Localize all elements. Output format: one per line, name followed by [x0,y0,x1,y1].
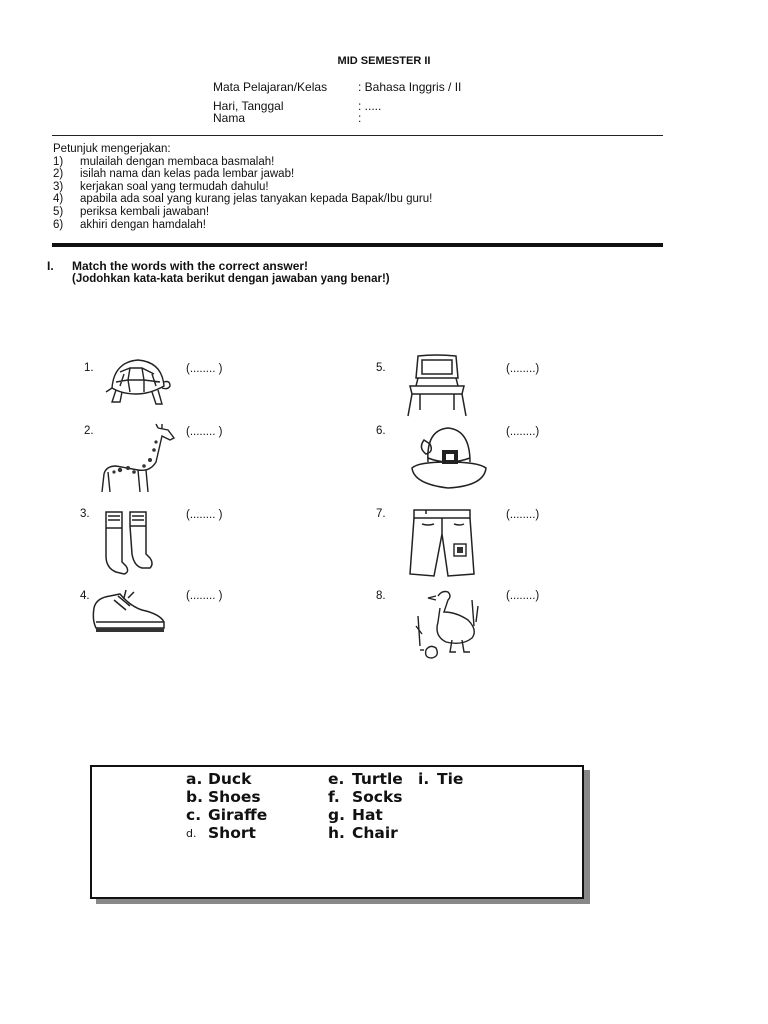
item-number: 5. [376,362,386,374]
option-word: Shoes [208,788,261,806]
field-value-subject: : Bahasa Inggris / II [358,80,462,94]
header-divider [52,135,663,136]
answer-blank[interactable]: (........ ) [186,509,223,521]
instruction-item: 5) periksa kembali jawaban! [53,205,210,218]
option-word: Hat [352,806,383,824]
question-number: I. [47,259,54,273]
chair-icon [402,352,472,422]
option-word: Giraffe [208,806,268,824]
option-letter: c. [186,806,202,824]
item-number: 6. [376,425,386,437]
field-label-name: Nama [213,111,246,125]
option-letter: g. [328,806,345,824]
socks-icon [100,508,156,580]
instructions [53,143,432,231]
giraffe-icon [98,420,178,496]
instruction-item: 4) apabila ada soal yang kurang jelas tanyakan kepada Bapak/Ibu guru! [53,193,433,206]
field-value-date: : ..... [358,99,382,113]
option-word: Short [208,824,256,842]
field-value-name: : [358,111,362,125]
field-label-date: Hari, Tanggal [213,99,284,113]
instruction-item: 2) isilah nama dan kelas pada lembar jawab! [53,168,295,181]
option-letter: a. [186,770,203,788]
question-text: Match the words with the correct answer! [72,259,309,273]
instruction-item: 6) akhiri dengan hamdalah! [53,218,206,231]
turtle-icon [100,352,172,410]
item-number: 3. [80,508,90,520]
item-number: 8. [376,590,386,602]
item-number: 4. [80,590,90,602]
answer-blank[interactable]: (........) [506,590,540,602]
shorts-icon [406,506,478,578]
field-label-subject: Mata Pelajaran/Kelas [213,80,328,94]
instruction-item: 3) kerjakan soal yang termudah dahulu! [53,180,269,193]
page-title: MID SEMESTER II [337,55,431,67]
option-letter: i. [418,770,430,788]
option-word: Duck [208,770,252,788]
answer-blank[interactable]: (........ ) [186,590,223,602]
option-word: Tie [437,770,464,788]
item-number: 2. [84,425,94,437]
option-letter: h. [328,824,345,842]
instruction-item: 1) mulailah dengan membaca basmalah! [53,155,275,168]
answer-blank[interactable]: (........) [506,363,540,375]
hat-icon [408,422,490,494]
item-number: 7. [376,508,386,520]
option-word: Chair [352,824,398,842]
instructions-heading: Petunjuk mengerjakan: [53,143,171,155]
answer-blank[interactable]: (........) [506,426,540,438]
option-letter: d. [186,827,197,840]
option-letter: f. [328,788,340,806]
question-subtext: (Jodohkan kata-kata berikut dengan jawaban yang benar!) [72,273,390,285]
duck-icon [412,586,484,666]
answer-blank[interactable]: (........ ) [186,363,223,375]
shoe-icon [90,586,170,636]
answer-blank[interactable]: (........ ) [186,426,223,438]
item-number: 1. [84,362,94,374]
section-divider [52,243,663,247]
option-word: Turtle [352,770,403,788]
option-letter: b. [186,788,203,806]
answer-blank[interactable]: (........) [506,509,540,521]
option-word: Socks [352,788,403,806]
option-letter: e. [328,770,345,788]
